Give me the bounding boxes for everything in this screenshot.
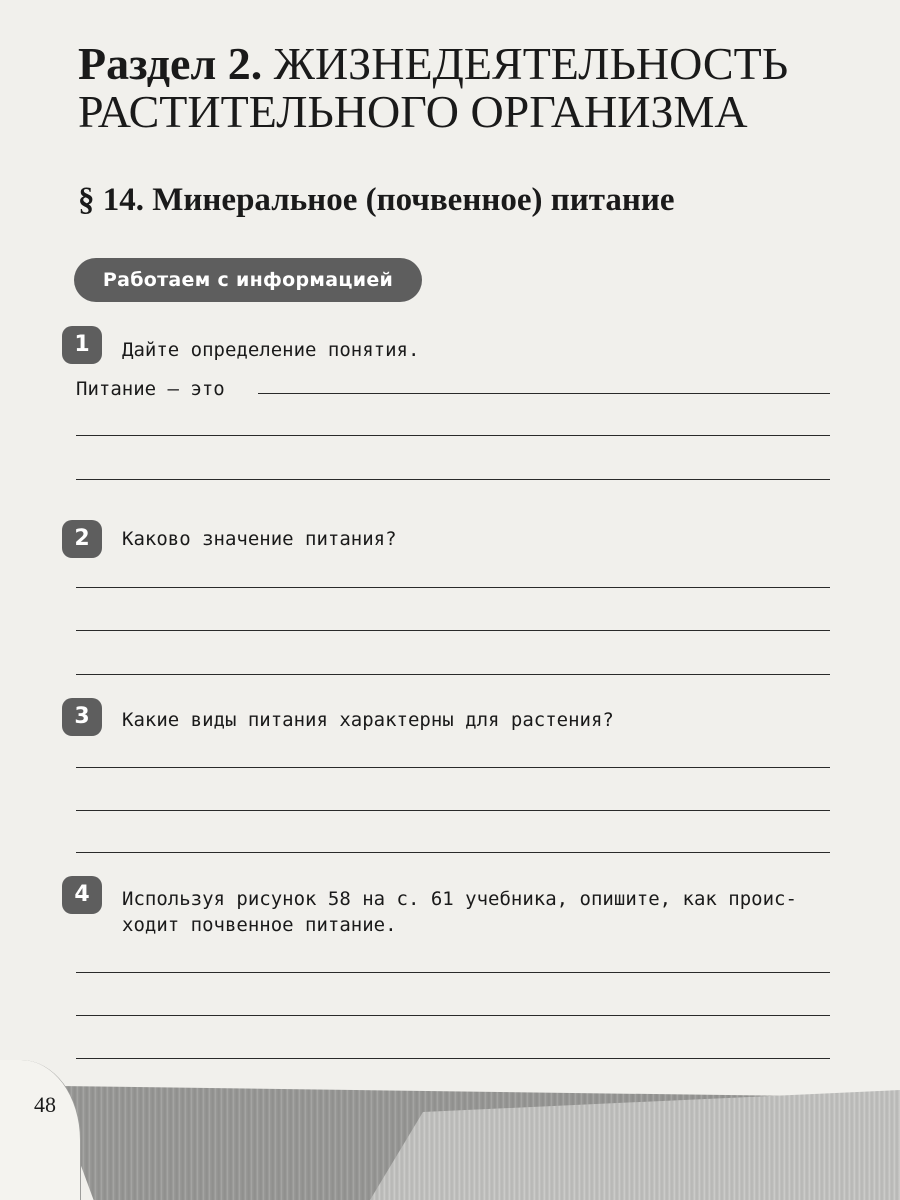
task-3-answer-line-3[interactable] (76, 852, 830, 853)
section-title (78, 40, 868, 136)
task-1-answer-line-3[interactable] (76, 479, 830, 480)
task-2-answer-line-2[interactable] (76, 630, 830, 631)
page-corner-curl (0, 1060, 81, 1200)
page-number: 48 (34, 1092, 56, 1117)
task-1-definition-label: Питание — это (76, 378, 225, 400)
task-1-badge: 1 (62, 326, 102, 364)
info-banner: Работаем с информацией (74, 258, 422, 302)
task-4-answer-line-1[interactable] (76, 972, 830, 973)
task-3-badge: 3 (62, 698, 102, 736)
task-4-answer-line-2[interactable] (76, 1015, 830, 1016)
task-1-answer-line-2[interactable] (76, 435, 830, 436)
task-2-answer-line-3[interactable] (76, 674, 830, 675)
task-3-answer-line-2[interactable] (76, 810, 830, 811)
section-title-rest: ЖИЗНЕДЕЯТЕЛЬНОСТЬ РАСТИТЕЛЬНОГО ОРГАНИЗМА (78, 38, 789, 137)
task-1-answer-line-1[interactable] (258, 393, 830, 394)
task-4-text-line-1: Используя рисунок 58 на с. 61 учебника, опишите, как проис- (122, 888, 797, 910)
task-4-answer-line-3[interactable] (76, 1058, 830, 1059)
task-2-badge: 2 (62, 520, 102, 558)
task-2-text: Каково значение питания? (122, 528, 397, 550)
task-4-badge: 4 (62, 876, 102, 914)
task-2-answer-line-1[interactable] (76, 587, 830, 588)
section-title-lead: Раздел 2. (78, 38, 263, 89)
paragraph-title: § 14. Минеральное (почвенное) питание (78, 182, 675, 218)
task-3-answer-line-1[interactable] (76, 767, 830, 768)
task-4-text-line-2: ходит почвенное питание. (122, 914, 397, 936)
task-3-text: Какие виды питания характерны для растения? (122, 709, 614, 731)
task-1-text: Дайте определение понятия. (122, 339, 420, 361)
